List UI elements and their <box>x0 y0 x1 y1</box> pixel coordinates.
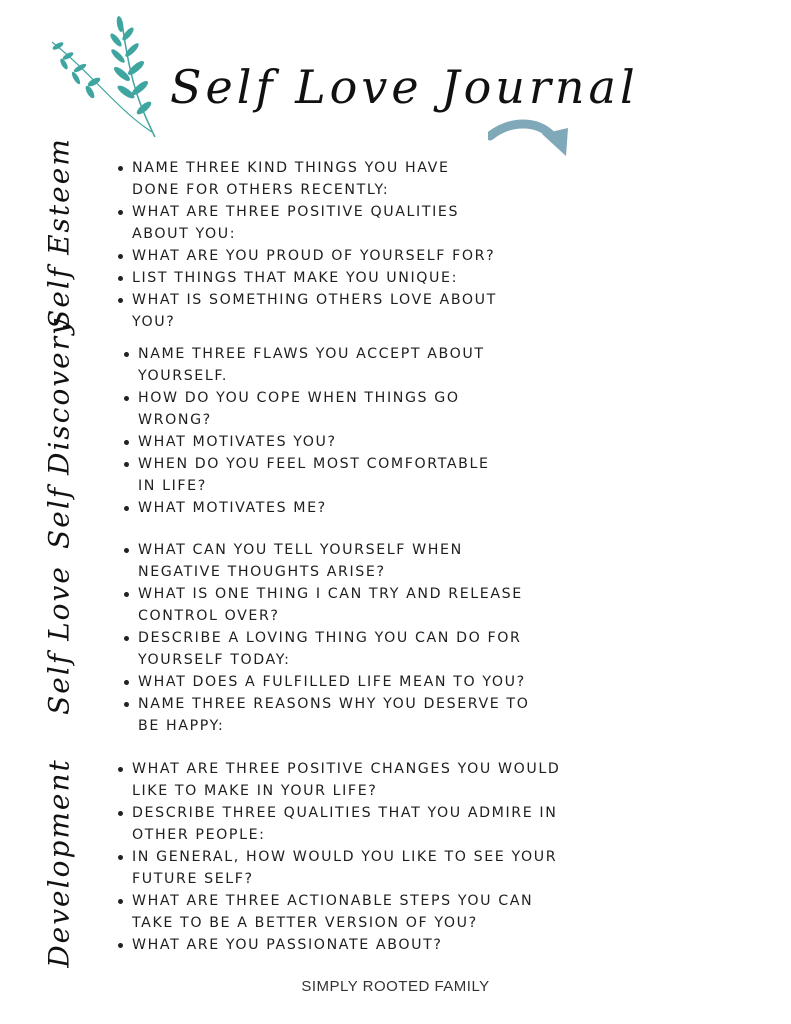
self-esteem-list <box>118 157 498 333</box>
list-item: WHAT MOTIVATES ME? <box>124 497 494 519</box>
list-item: NAME THREE KIND THINGS YOU HAVE DONE FOR OTHERS RECENTLY: <box>118 157 498 201</box>
list-item: DESCRIBE A LOVING THING YOU CAN DO FOR YOURSELF TODAY: <box>124 627 534 671</box>
list-item: WHAT MOTIVATES YOU? <box>124 431 494 453</box>
section-label-development: Development <box>42 757 76 968</box>
list-item: NAME THREE FLAWS YOU ACCEPT ABOUT YOURSELF. <box>124 343 494 387</box>
section-label-self-love: Self Love <box>42 565 76 715</box>
list-item: WHAT ARE THREE POSITIVE CHANGES YOU WOULD LIKE TO MAKE IN YOUR LIFE? <box>118 758 578 802</box>
list-item: DESCRIBE THREE QUALITIES THAT YOU ADMIRE IN OTHER PEOPLE: <box>118 802 578 846</box>
curved-arrow-icon <box>488 118 570 162</box>
section-label-self-esteem: Self Esteem <box>42 137 76 329</box>
development-list <box>118 758 578 956</box>
list-item: WHAT ARE YOU PROUD OF YOURSELF FOR? <box>118 245 498 267</box>
list-item: WHEN DO YOU FEEL MOST COMFORTABLE IN LIFE? <box>124 453 494 497</box>
list-item: NAME THREE REASONS WHY YOU DESERVE TO BE HAPPY: <box>124 693 534 737</box>
page-title: Self Love Journal <box>170 60 639 114</box>
list-item: WHAT DOES A FULFILLED LIFE MEAN TO YOU? <box>124 671 534 693</box>
footer-brand: SIMPLY ROOTED FAMILY <box>301 978 490 995</box>
list-item: WHAT IS SOMETHING OTHERS LOVE ABOUT YOU? <box>118 289 498 333</box>
eucalyptus-branch-icon <box>40 12 170 142</box>
list-item: HOW DO YOU COPE WHEN THINGS GO WRONG? <box>124 387 494 431</box>
list-item: WHAT ARE YOU PASSIONATE ABOUT? <box>118 934 578 956</box>
self-discovery-list <box>124 343 494 519</box>
list-item: WHAT CAN YOU TELL YOURSELF WHEN NEGATIVE THOUGHTS ARISE? <box>124 539 534 583</box>
list-item: WHAT ARE THREE POSITIVE QUALITIES ABOUT YOU: <box>118 201 498 245</box>
self-love-list <box>124 539 534 737</box>
list-item: WHAT ARE THREE ACTIONABLE STEPS YOU CAN TAKE TO BE A BETTER VERSION OF YOU? <box>118 890 578 934</box>
section-label-self-discovery: Self Discovery <box>42 316 76 549</box>
list-item: IN GENERAL, HOW WOULD YOU LIKE TO SEE YOUR FUTURE SELF? <box>118 846 578 890</box>
list-item: WHAT IS ONE THING I CAN TRY AND RELEASE CONTROL OVER? <box>124 583 534 627</box>
list-item: LIST THINGS THAT MAKE YOU UNIQUE: <box>118 267 498 289</box>
